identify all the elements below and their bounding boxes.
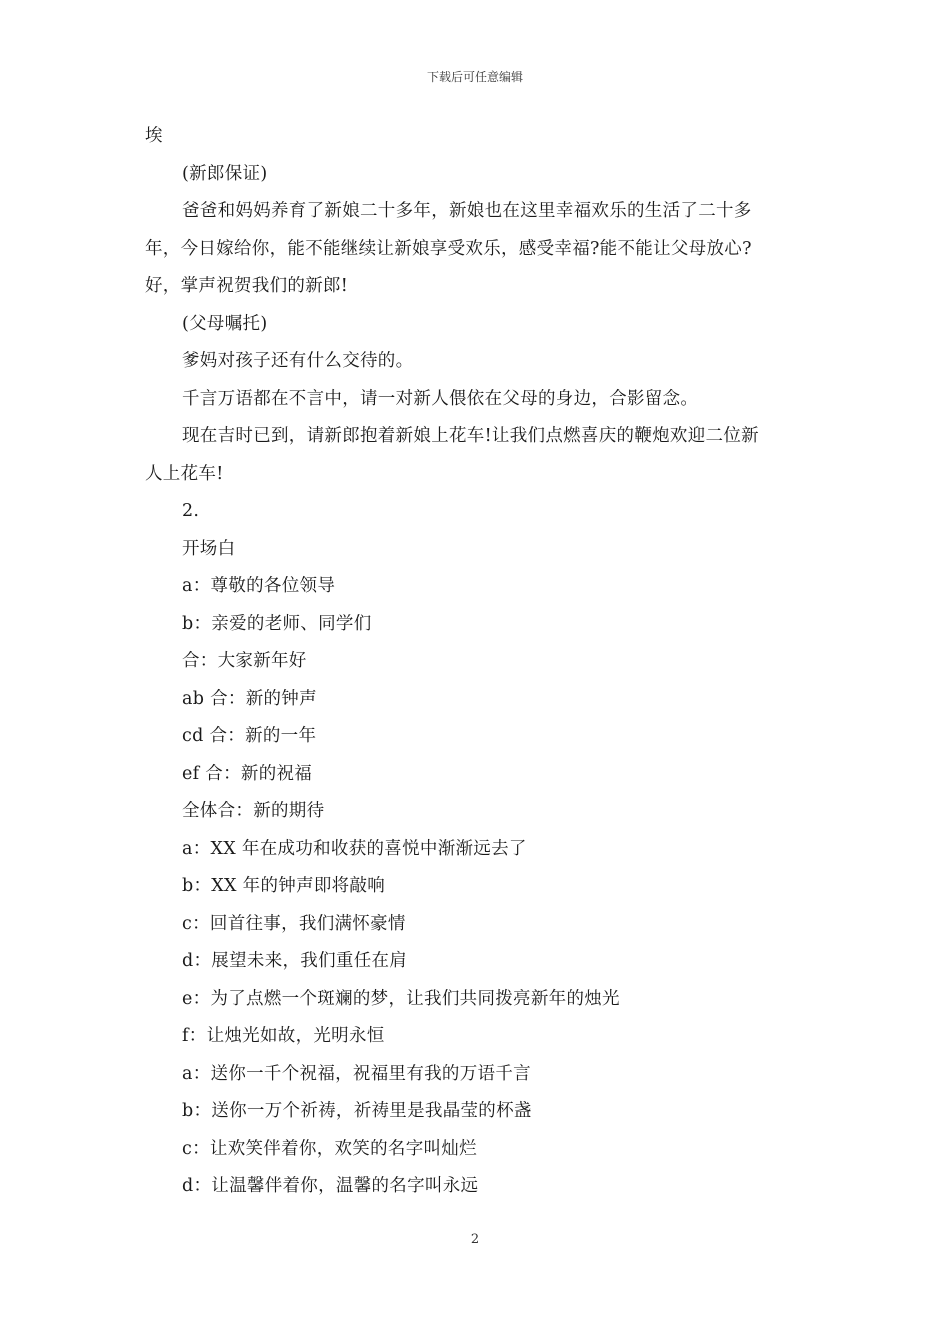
text-line: b：亲爱的老师、同学们 — [182, 613, 372, 634]
text-line: cd 合：新的一年 — [182, 726, 317, 746]
text-line: d：展望未来，我们重任在肩 — [182, 951, 408, 971]
text-line: a：送你一千个祝福，祝福里有我的万语千言 — [182, 1063, 531, 1084]
text-line: ef 合：新的祝福 — [182, 763, 313, 784]
page-header: 下载后可任意编辑 — [426, 70, 523, 84]
text-line: 现在吉时已到，请新郎抱着新娘上花车!让我们点燃喜庆的鞭炮欢迎二位新 — [182, 426, 759, 446]
text-line: 2. — [182, 501, 200, 521]
text-line: 埃 — [145, 126, 163, 146]
text-line: b：送你一万个祈祷，祈祷里是我晶莹的杯盏 — [182, 1101, 532, 1121]
text-line: 爸爸和妈妈养育了新娘二十多年，新娘也在这里幸福欢乐的生活了二十多 — [182, 201, 752, 221]
text-line: 全体合：新的期待 — [182, 801, 325, 821]
page-number: 2 — [470, 1232, 480, 1247]
text-line: 年，今日嫁给你，能不能继续让新娘享受欢乐，感受幸福?能不能让父母放心? — [145, 238, 752, 259]
text-line: f：让烛光如故，光明永恒 — [182, 1026, 385, 1046]
text-line: (新郎保证) — [182, 163, 268, 184]
text-line: ab 合：新的钟声 — [182, 688, 317, 709]
text-line: 千言万语都在不言中，请一对新人偎依在父母的身边，合影留念。 — [182, 388, 699, 409]
text-line: d：让温馨伴着你，温馨的名字叫永远 — [182, 1176, 479, 1196]
text-line: c：让欢笑伴着你，欢笑的名字叫灿烂 — [182, 1138, 477, 1159]
text-line: c：回首往事，我们满怀豪情 — [182, 913, 406, 934]
text-line: 好，掌声祝贺我们的新郎! — [145, 276, 349, 296]
text-line: e：为了点燃一个斑斓的梦，让我们共同拨亮新年的烛光 — [182, 988, 620, 1009]
text-line: b：XX 年的钟声即将敲响 — [182, 876, 386, 896]
text-line: (父母嘱托) — [182, 313, 268, 334]
text-line: 合：大家新年好 — [182, 651, 307, 671]
text-line: a：XX 年在成功和收获的喜悦中渐渐远去了 — [182, 838, 527, 859]
text-line: 人上花车! — [145, 463, 224, 484]
text-line: 爹妈对孩子还有什么交待的。 — [182, 351, 414, 371]
text-line: 开场白 — [182, 538, 236, 559]
text-line: a：尊敬的各位领导 — [182, 576, 336, 596]
body-text — [145, 118, 810, 1206]
